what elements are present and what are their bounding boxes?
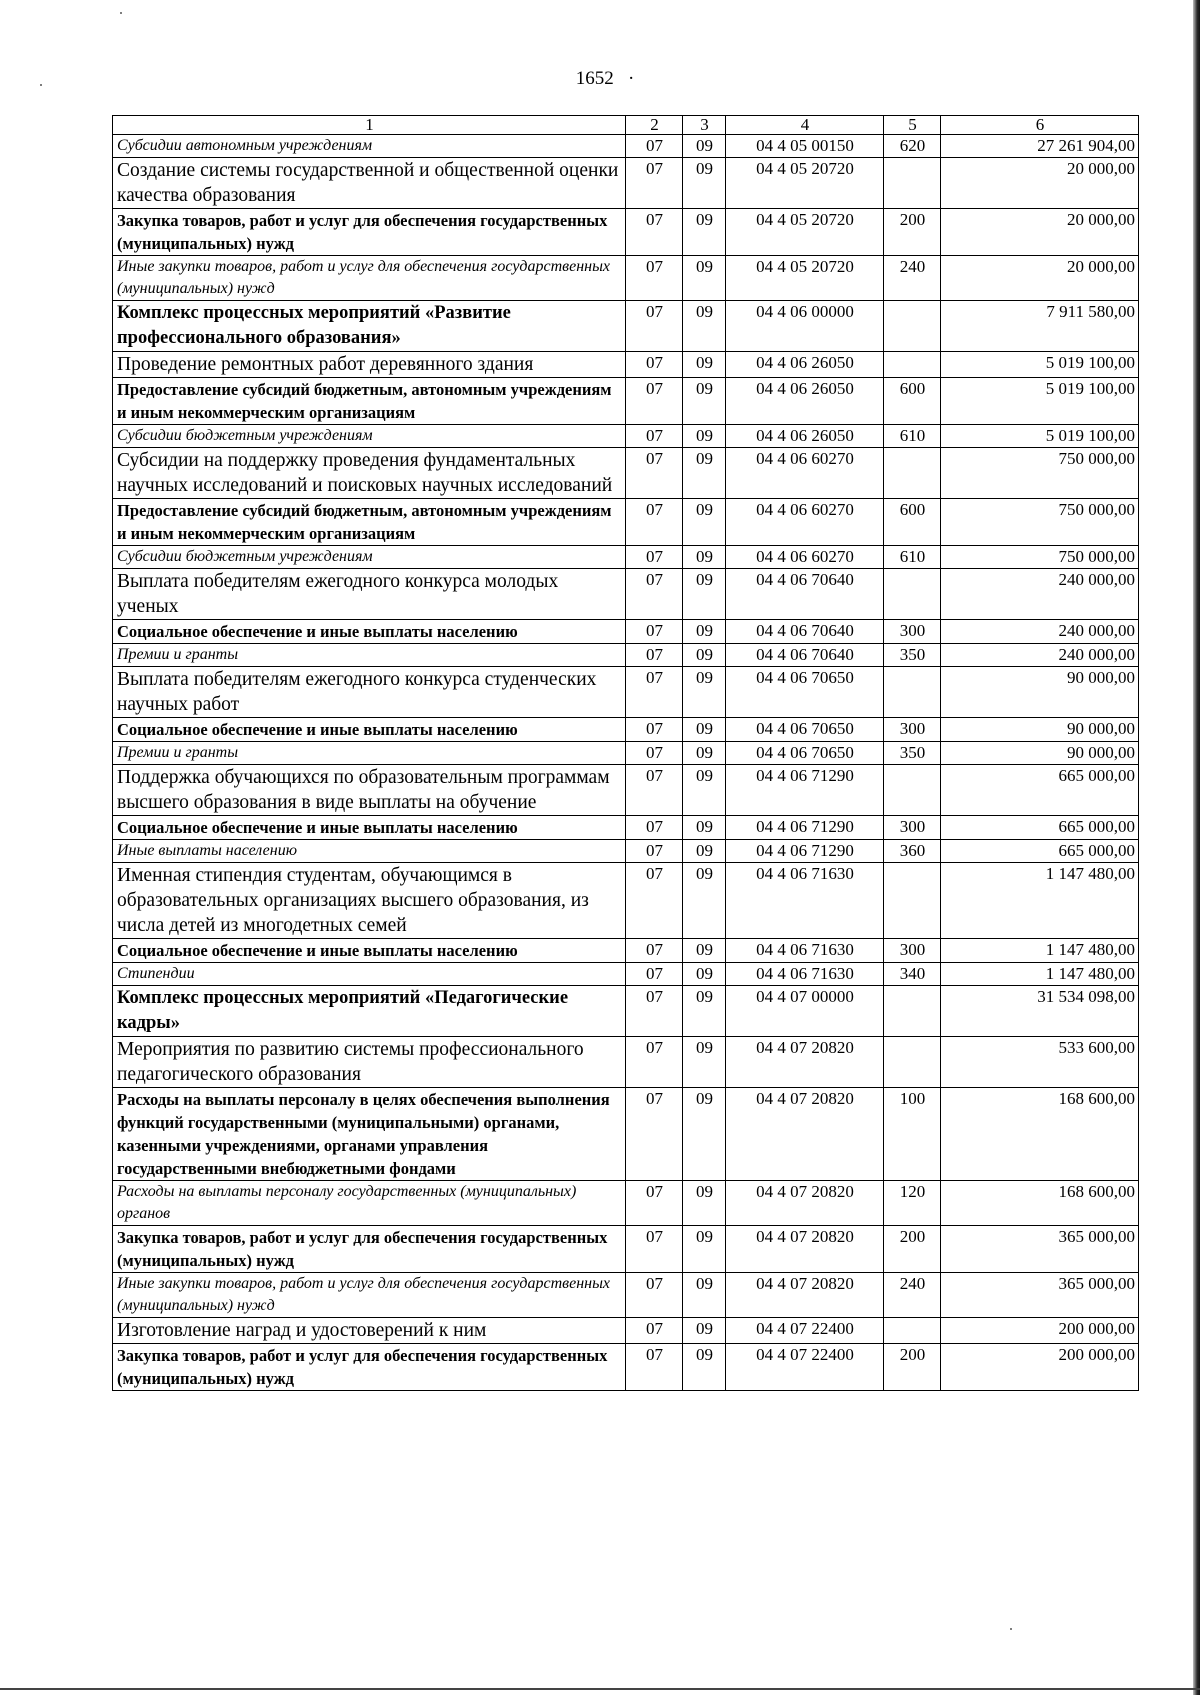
table-row [113, 209, 1139, 256]
row-section-cell: 07 [626, 569, 683, 620]
row-subsection-cell: 09 [683, 1344, 726, 1391]
row-target-article-cell: 04 4 06 70650 [726, 667, 884, 718]
table-row [113, 352, 1139, 378]
row-section-cell: 07 [626, 1344, 683, 1391]
row-subsection-cell: 09 [683, 742, 726, 765]
row-expense-type-cell: 300 [884, 939, 941, 963]
row-amount-cell: 365 000,00 [941, 1273, 1139, 1318]
row-section-cell: 07 [626, 1181, 683, 1226]
row-amount-cell: 1 147 480,00 [941, 863, 1139, 939]
row-subsection-cell: 09 [683, 765, 726, 816]
row-subsection-cell: 09 [683, 448, 726, 499]
row-amount-cell: 1 147 480,00 [941, 939, 1139, 963]
row-amount-cell: 200 000,00 [941, 1344, 1139, 1391]
row-amount-cell: 665 000,00 [941, 816, 1139, 840]
row-section-cell: 07 [626, 158, 683, 209]
row-name-cell: Предоставление субсидий бюджетным, автономным учреждениям и иным некоммерческим организациям [113, 499, 626, 546]
row-amount-cell: 20 000,00 [941, 256, 1139, 301]
row-section-cell: 07 [626, 939, 683, 963]
row-subsection-cell: 09 [683, 1088, 726, 1181]
row-expense-type-cell [884, 667, 941, 718]
row-target-article-cell: 04 4 06 60270 [726, 448, 884, 499]
row-name-cell: Закупка товаров, работ и услуг для обеспечения государственных (муниципальных) нужд [113, 1344, 626, 1391]
row-name-cell: Закупка товаров, работ и услуг для обеспечения государственных (муниципальных) нужд [113, 1226, 626, 1273]
table-body [113, 135, 1139, 1391]
row-target-article-cell: 04 4 07 20820 [726, 1181, 884, 1226]
row-name-cell: Социальное обеспечение и иные выплаты населению [113, 816, 626, 840]
row-name-cell: Премии и гранты [113, 644, 626, 667]
row-expense-type-cell: 300 [884, 620, 941, 644]
table-row [113, 765, 1139, 816]
row-expense-type-cell: 350 [884, 742, 941, 765]
row-target-article-cell: 04 4 06 70640 [726, 620, 884, 644]
row-subsection-cell: 09 [683, 209, 726, 256]
row-section-cell: 07 [626, 1088, 683, 1181]
row-amount-cell: 750 000,00 [941, 546, 1139, 569]
row-target-article-cell: 04 4 06 60270 [726, 546, 884, 569]
row-expense-type-cell [884, 986, 941, 1037]
row-target-article-cell: 04 4 06 26050 [726, 352, 884, 378]
row-target-article-cell: 04 4 06 26050 [726, 425, 884, 448]
row-amount-cell: 168 600,00 [941, 1181, 1139, 1226]
row-expense-type-cell: 300 [884, 718, 941, 742]
row-name-cell: Проведение ремонтных работ деревянного здания [113, 352, 626, 378]
row-section-cell: 07 [626, 352, 683, 378]
row-subsection-cell: 09 [683, 546, 726, 569]
row-section-cell: 07 [626, 863, 683, 939]
row-target-article-cell: 04 4 05 00150 [726, 135, 884, 158]
row-target-article-cell: 04 4 07 20820 [726, 1273, 884, 1318]
row-subsection-cell: 09 [683, 667, 726, 718]
header-col-5: 5 [884, 116, 941, 135]
row-name-cell: Социальное обеспечение и иные выплаты населению [113, 620, 626, 644]
row-expense-type-cell: 200 [884, 1344, 941, 1391]
row-section-cell: 07 [626, 620, 683, 644]
row-target-article-cell: 04 4 07 00000 [726, 986, 884, 1037]
row-expense-type-cell [884, 448, 941, 499]
row-amount-cell: 750 000,00 [941, 448, 1139, 499]
row-amount-cell: 20 000,00 [941, 209, 1139, 256]
table-row [113, 1226, 1139, 1273]
header-col-6: 6 [941, 116, 1139, 135]
row-target-article-cell: 04 4 06 71630 [726, 939, 884, 963]
row-name-cell: Иные закупки товаров, работ и услуг для обеспечения государственных (муниципальных) нужд [113, 256, 626, 301]
row-name-cell: Социальное обеспечение и иные выплаты населению [113, 939, 626, 963]
row-amount-cell: 90 000,00 [941, 718, 1139, 742]
table-row [113, 1181, 1139, 1226]
row-expense-type-cell: 350 [884, 644, 941, 667]
scan-speck [120, 12, 122, 14]
row-expense-type-cell [884, 301, 941, 352]
row-subsection-cell: 09 [683, 1318, 726, 1344]
row-section-cell: 07 [626, 840, 683, 863]
scan-bottom-edge [0, 1688, 1200, 1690]
row-name-cell: Мероприятия по развитию системы профессионального педагогического образования [113, 1037, 626, 1088]
row-expense-type-cell: 610 [884, 546, 941, 569]
table-row [113, 499, 1139, 546]
row-expense-type-cell [884, 1318, 941, 1344]
row-expense-type-cell: 600 [884, 499, 941, 546]
row-target-article-cell: 04 4 07 22400 [726, 1318, 884, 1344]
row-section-cell: 07 [626, 378, 683, 425]
table-row [113, 667, 1139, 718]
row-section-cell: 07 [626, 425, 683, 448]
row-section-cell: 07 [626, 718, 683, 742]
row-subsection-cell: 09 [683, 644, 726, 667]
row-target-article-cell: 04 4 06 26050 [726, 378, 884, 425]
row-section-cell: 07 [626, 1226, 683, 1273]
table-row [113, 448, 1139, 499]
row-expense-type-cell [884, 352, 941, 378]
row-expense-type-cell: 610 [884, 425, 941, 448]
row-expense-type-cell: 600 [884, 378, 941, 425]
row-amount-cell: 90 000,00 [941, 742, 1139, 765]
row-target-article-cell: 04 4 06 00000 [726, 301, 884, 352]
table-header-row [113, 116, 1139, 135]
table-row [113, 986, 1139, 1037]
row-amount-cell: 665 000,00 [941, 840, 1139, 863]
row-name-cell: Расходы на выплаты персоналу государственных (муниципальных) органов [113, 1181, 626, 1226]
row-expense-type-cell: 240 [884, 256, 941, 301]
row-subsection-cell: 09 [683, 135, 726, 158]
row-name-cell: Иные закупки товаров, работ и услуг для обеспечения государственных (муниципальных) нужд [113, 1273, 626, 1318]
row-subsection-cell: 09 [683, 1037, 726, 1088]
row-section-cell: 07 [626, 765, 683, 816]
row-subsection-cell: 09 [683, 569, 726, 620]
row-name-cell: Выплата победителям ежегодного конкурса молодых ученых [113, 569, 626, 620]
row-section-cell: 07 [626, 1273, 683, 1318]
table-row [113, 863, 1139, 939]
row-amount-cell: 240 000,00 [941, 620, 1139, 644]
row-amount-cell: 5 019 100,00 [941, 352, 1139, 378]
row-amount-cell: 1 147 480,00 [941, 963, 1139, 986]
row-expense-type-cell: 360 [884, 840, 941, 863]
row-section-cell: 07 [626, 986, 683, 1037]
row-section-cell: 07 [626, 1318, 683, 1344]
row-amount-cell: 240 000,00 [941, 569, 1139, 620]
row-expense-type-cell: 620 [884, 135, 941, 158]
row-name-cell: Премии и гранты [113, 742, 626, 765]
row-subsection-cell: 09 [683, 352, 726, 378]
table-row [113, 135, 1139, 158]
row-subsection-cell: 09 [683, 840, 726, 863]
row-section-cell: 07 [626, 499, 683, 546]
row-amount-cell: 240 000,00 [941, 644, 1139, 667]
row-section-cell: 07 [626, 816, 683, 840]
row-target-article-cell: 04 4 06 71290 [726, 816, 884, 840]
row-expense-type-cell [884, 569, 941, 620]
row-name-cell: Социальное обеспечение и иные выплаты населению [113, 718, 626, 742]
row-section-cell: 07 [626, 135, 683, 158]
scan-speck [1010, 1628, 1012, 1630]
table-row [113, 569, 1139, 620]
row-amount-cell: 20 000,00 [941, 158, 1139, 209]
row-amount-cell: 665 000,00 [941, 765, 1139, 816]
header-col-2: 2 [626, 116, 683, 135]
table-row [113, 1088, 1139, 1181]
row-expense-type-cell: 120 [884, 1181, 941, 1226]
row-name-cell: Изготовление наград и удостоверений к ним [113, 1318, 626, 1344]
row-amount-cell: 90 000,00 [941, 667, 1139, 718]
header-col-3: 3 [683, 116, 726, 135]
row-name-cell: Расходы на выплаты персоналу в целях обеспечения выполнения функций государственными (муниципальными) органами, казенными учреждениями, органами управления государственными внебюджетными фондами [113, 1088, 626, 1181]
row-amount-cell: 5 019 100,00 [941, 425, 1139, 448]
row-section-cell: 07 [626, 301, 683, 352]
row-subsection-cell: 09 [683, 378, 726, 425]
row-section-cell: 07 [626, 644, 683, 667]
row-target-article-cell: 04 4 06 71630 [726, 963, 884, 986]
row-subsection-cell: 09 [683, 1181, 726, 1226]
row-subsection-cell: 09 [683, 301, 726, 352]
row-target-article-cell: 04 4 07 20820 [726, 1088, 884, 1181]
row-subsection-cell: 09 [683, 863, 726, 939]
row-target-article-cell: 04 4 06 71630 [726, 863, 884, 939]
table-row [113, 620, 1139, 644]
row-section-cell: 07 [626, 256, 683, 301]
header-col-4: 4 [726, 116, 884, 135]
row-amount-cell: 365 000,00 [941, 1226, 1139, 1273]
table-row [113, 1037, 1139, 1088]
row-name-cell: Субсидии автономным учреждениям [113, 135, 626, 158]
row-name-cell: Иные выплаты населению [113, 840, 626, 863]
row-section-cell: 07 [626, 546, 683, 569]
header-col-1: 1 [113, 116, 626, 135]
row-target-article-cell: 04 4 05 20720 [726, 256, 884, 301]
table-row [113, 301, 1139, 352]
table-row [113, 816, 1139, 840]
row-name-cell: Предоставление субсидий бюджетным, автономным учреждениям и иным некоммерческим организациям [113, 378, 626, 425]
table-row [113, 840, 1139, 863]
row-name-cell: Закупка товаров, работ и услуг для обеспечения государственных (муниципальных) нужд [113, 209, 626, 256]
row-subsection-cell: 09 [683, 620, 726, 644]
row-target-article-cell: 04 4 05 20720 [726, 209, 884, 256]
row-subsection-cell: 09 [683, 1226, 726, 1273]
row-subsection-cell: 09 [683, 986, 726, 1037]
table-row [113, 963, 1139, 986]
table-row [113, 256, 1139, 301]
row-amount-cell: 31 534 098,00 [941, 986, 1139, 1037]
row-name-cell: Субсидии бюджетным учреждениям [113, 546, 626, 569]
row-subsection-cell: 09 [683, 939, 726, 963]
budget-table [112, 115, 1139, 1391]
row-expense-type-cell: 200 [884, 1226, 941, 1273]
row-target-article-cell: 04 4 07 22400 [726, 1344, 884, 1391]
row-target-article-cell: 04 4 06 70650 [726, 718, 884, 742]
table-row [113, 742, 1139, 765]
row-subsection-cell: 09 [683, 963, 726, 986]
row-name-cell: Субсидии на поддержку проведения фундаментальных научных исследований и поисковых научных исследований [113, 448, 626, 499]
row-expense-type-cell [884, 863, 941, 939]
row-section-cell: 07 [626, 963, 683, 986]
row-expense-type-cell [884, 158, 941, 209]
row-section-cell: 07 [626, 667, 683, 718]
table-row [113, 158, 1139, 209]
row-expense-type-cell: 100 [884, 1088, 941, 1181]
table-row [113, 1344, 1139, 1391]
row-section-cell: 07 [626, 1037, 683, 1088]
table-row [113, 1318, 1139, 1344]
row-section-cell: 07 [626, 448, 683, 499]
row-subsection-cell: 09 [683, 1273, 726, 1318]
row-name-cell: Именная стипендия студентам, обучающимся в образовательных организациях высшего образования, из числа детей из многодетных семей [113, 863, 626, 939]
row-amount-cell: 27 261 904,00 [941, 135, 1139, 158]
row-name-cell: Комплекс процессных мероприятий «Развитие профессионального образования» [113, 301, 626, 352]
row-target-article-cell: 04 4 07 20820 [726, 1037, 884, 1088]
row-section-cell: 07 [626, 209, 683, 256]
table-row [113, 644, 1139, 667]
row-target-article-cell: 04 4 06 70640 [726, 644, 884, 667]
row-target-article-cell: 04 4 07 20820 [726, 1226, 884, 1273]
page-number-text: 1652 [575, 68, 614, 89]
row-name-cell: Поддержка обучающихся по образовательным программам высшего образования в виде выплаты на обучение [113, 765, 626, 816]
row-amount-cell: 200 000,00 [941, 1318, 1139, 1344]
table-row [113, 939, 1139, 963]
row-name-cell: Выплата победителям ежегодного конкурса студенческих научных работ [113, 667, 626, 718]
row-amount-cell: 5 019 100,00 [941, 378, 1139, 425]
row-target-article-cell: 04 4 06 70650 [726, 742, 884, 765]
row-expense-type-cell [884, 765, 941, 816]
row-target-article-cell: 04 4 06 71290 [726, 765, 884, 816]
row-amount-cell: 7 911 580,00 [941, 301, 1139, 352]
table-row [113, 718, 1139, 742]
row-target-article-cell: 04 4 05 20720 [726, 158, 884, 209]
row-target-article-cell: 04 4 06 71290 [726, 840, 884, 863]
scan-edge-shadow [1193, 0, 1200, 1695]
row-section-cell: 07 [626, 742, 683, 765]
row-subsection-cell: 09 [683, 718, 726, 742]
row-amount-cell: 750 000,00 [941, 499, 1139, 546]
row-amount-cell: 533 600,00 [941, 1037, 1139, 1088]
row-subsection-cell: 09 [683, 425, 726, 448]
page-number-dot: · [618, 68, 635, 89]
row-subsection-cell: 09 [683, 256, 726, 301]
row-amount-cell: 168 600,00 [941, 1088, 1139, 1181]
table-row [113, 546, 1139, 569]
row-subsection-cell: 09 [683, 499, 726, 546]
row-expense-type-cell: 240 [884, 1273, 941, 1318]
row-expense-type-cell [884, 1037, 941, 1088]
row-name-cell: Комплекс процессных мероприятий «Педагогические кадры» [113, 986, 626, 1037]
table-row [113, 425, 1139, 448]
row-target-article-cell: 04 4 06 60270 [726, 499, 884, 546]
row-expense-type-cell: 300 [884, 816, 941, 840]
row-name-cell: Стипендии [113, 963, 626, 986]
row-subsection-cell: 09 [683, 816, 726, 840]
row-target-article-cell: 04 4 06 70640 [726, 569, 884, 620]
table-row [113, 1273, 1139, 1318]
row-name-cell: Субсидии бюджетным учреждениям [113, 425, 626, 448]
row-expense-type-cell: 340 [884, 963, 941, 986]
table-row [113, 378, 1139, 425]
page-number [0, 68, 1200, 90]
row-name-cell: Создание системы государственной и общественной оценки качества образования [113, 158, 626, 209]
row-expense-type-cell: 200 [884, 209, 941, 256]
row-subsection-cell: 09 [683, 158, 726, 209]
